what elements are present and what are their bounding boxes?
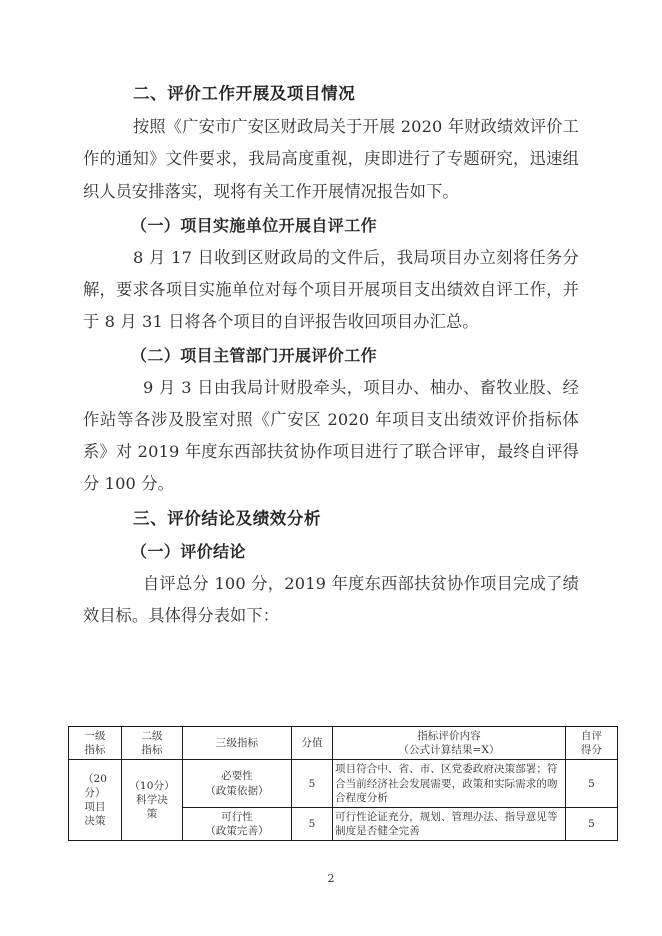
header-level2-line-2: 指标	[141, 744, 163, 757]
cell-level2-line-3: 策	[146, 808, 158, 821]
cell-level2-line-2: 科学决	[136, 794, 168, 807]
cell-level3-line-1: 可行性	[221, 810, 253, 823]
cell-score-value: 5	[292, 807, 333, 840]
heading-section-three: 三、评价结论及绩效分析	[133, 508, 322, 528]
cell-level1-line-4: 决策	[84, 815, 106, 828]
document-body	[83, 78, 579, 634]
header-level3-line-1: 三级指标	[215, 737, 259, 750]
cell-level2-line-1: （10分）	[129, 780, 175, 793]
cell-level3-line-2: （政策完善）	[205, 825, 269, 838]
header-score-value	[292, 727, 333, 760]
header-level3-indicator	[183, 727, 292, 760]
paragraph-subsection-two: 9 月 3 日由我局计财股牵头，项目办、柚办、畜牧业股、经作站等各涉及股室对照《广安区 2020 年项目支出绩效评价指标体系》对 2019 年度东西部扶贫协作项目进行了联合评审，最终自评得分 100 分。	[83, 378, 579, 494]
page-number: 2	[327, 872, 335, 885]
cell-level1-line-2: 分）	[84, 787, 106, 800]
cell-level3-line-2: （政策依据）	[205, 784, 269, 797]
cell-self-score: 5	[566, 807, 618, 840]
header-content-line-2: （公式计算结果=X）	[398, 744, 500, 757]
score-table	[68, 726, 618, 841]
cell-level3-necessity	[183, 760, 292, 808]
header-level1-line-2: 指标	[84, 744, 106, 757]
cell-level1-line-1: （20	[82, 772, 108, 785]
cell-level1-line-3: 项目	[84, 801, 106, 814]
cell-level3-feasibility	[183, 807, 292, 840]
header-level1-indicator	[69, 727, 122, 760]
score-table-container	[68, 726, 603, 841]
paragraph-section-two-intro: 按照《广安市广安区财政局关于开展 2020 年财政绩效评价工作的通知》文件要求，我局高度重视，庚即进行了专题研究，迅速组织人员安排落实，现将有关工作开展情况报告如下。	[83, 117, 579, 201]
paragraph-evaluation-conclusion: 自评总分 100 分，2019 年度东西部扶贫协作项目完成了绩效目标。具体得分表如下：	[83, 574, 579, 626]
heading-subsection-one: （一）项目实施单位开展自评工作	[131, 215, 378, 235]
table-header-row	[69, 727, 618, 760]
cell-evaluation-content: 项目符合中、省、市、区党委政府决策部署；符合当前经济社会发展需要，政策和实际需求的吻合程度分析	[333, 760, 566, 808]
cell-score-value: 5	[292, 760, 333, 808]
header-level2-indicator	[122, 727, 183, 760]
header-level1-line-1: 一级	[84, 730, 106, 742]
header-self-score-line-1: 自评	[580, 730, 603, 742]
header-evaluation-content	[333, 727, 566, 760]
cell-level3-line-1: 必要性	[221, 770, 253, 783]
cell-level1-project-decision	[69, 760, 122, 841]
cell-self-score: 5	[566, 760, 618, 808]
heading-evaluation-conclusion: （一）评价结论	[131, 541, 246, 561]
cell-level2-scientific-decision	[122, 760, 183, 841]
paragraph-subsection-one: 8 月 17 日收到区财政局的文件后，我局项目办立刻将任务分解，要求各项目实施单位对每个项目开展项目支出绩效自评工作，并于 8 月 31 日将各个项目的自评报告收回项目办汇总。	[83, 247, 579, 331]
heading-section-two: 二、评价工作开展及项目情况	[133, 84, 356, 103]
heading-subsection-two: （二）项目主管部门开展评价工作	[131, 346, 378, 365]
header-score-line-1: 分值	[301, 737, 323, 750]
header-level2-line-1: 二级	[141, 730, 163, 742]
header-self-score-line-2: 得分	[580, 744, 603, 757]
header-content-line-1: 指标评价内容	[417, 730, 481, 742]
table-row	[69, 760, 618, 808]
header-self-score	[566, 727, 618, 760]
cell-evaluation-content: 可行性论证充分，规划、管理办法、指导意见等制度是否健全完善	[333, 807, 566, 840]
